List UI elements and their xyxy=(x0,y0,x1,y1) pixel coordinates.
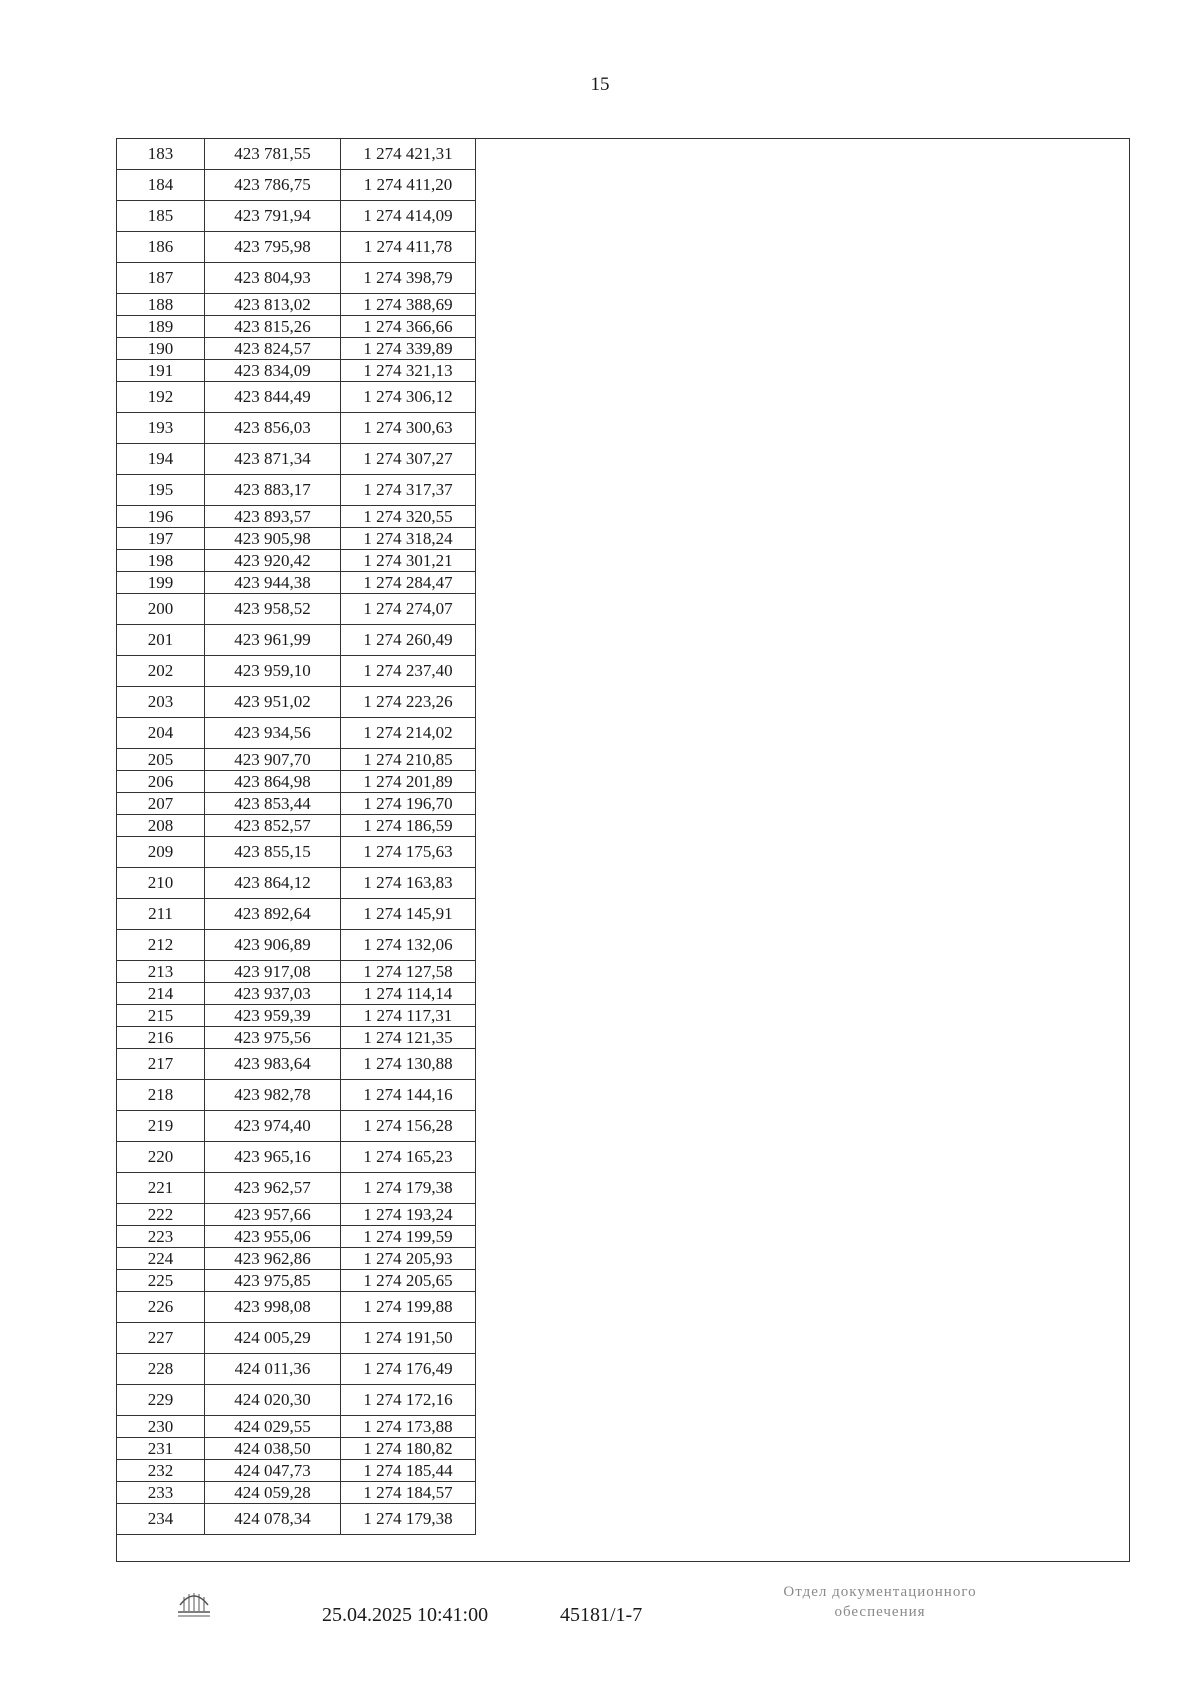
x-coordinate-cell: 423 917,08 xyxy=(205,961,341,983)
x-coordinate-cell: 423 853,44 xyxy=(205,793,341,815)
x-coordinate-cell: 423 982,78 xyxy=(205,1080,341,1111)
point-number-cell: 192 xyxy=(117,382,205,413)
point-number-cell: 206 xyxy=(117,771,205,793)
y-coordinate-cell: 1 274 191,50 xyxy=(341,1323,476,1354)
x-coordinate-cell: 423 824,57 xyxy=(205,338,341,360)
y-coordinate-cell: 1 274 179,38 xyxy=(341,1173,476,1204)
x-coordinate-cell: 424 047,73 xyxy=(205,1460,341,1482)
y-coordinate-cell: 1 274 210,85 xyxy=(341,749,476,771)
x-coordinate-cell: 423 934,56 xyxy=(205,718,341,749)
x-coordinate-cell: 423 974,40 xyxy=(205,1111,341,1142)
x-coordinate-cell: 423 795,98 xyxy=(205,232,341,263)
table-row xyxy=(117,550,476,572)
y-coordinate-cell: 1 274 165,23 xyxy=(341,1142,476,1173)
y-coordinate-cell: 1 274 366,66 xyxy=(341,316,476,338)
y-coordinate-cell: 1 274 411,78 xyxy=(341,232,476,263)
table-row xyxy=(117,1323,476,1354)
table-row xyxy=(117,1504,476,1535)
stamp-line-2: обеспечения xyxy=(834,1604,926,1620)
y-coordinate-cell: 1 274 186,59 xyxy=(341,815,476,837)
y-coordinate-cell: 1 274 145,91 xyxy=(341,899,476,930)
y-coordinate-cell: 1 274 180,82 xyxy=(341,1438,476,1460)
x-coordinate-cell: 424 078,34 xyxy=(205,1504,341,1535)
x-coordinate-cell: 423 871,34 xyxy=(205,444,341,475)
point-number-cell: 217 xyxy=(117,1049,205,1080)
x-coordinate-cell: 423 856,03 xyxy=(205,413,341,444)
y-coordinate-cell: 1 274 130,88 xyxy=(341,1049,476,1080)
point-number-cell: 214 xyxy=(117,983,205,1005)
y-coordinate-cell: 1 274 201,89 xyxy=(341,771,476,793)
table-row xyxy=(117,506,476,528)
point-number-cell: 211 xyxy=(117,899,205,930)
y-coordinate-cell: 1 274 300,63 xyxy=(341,413,476,444)
point-number-cell: 223 xyxy=(117,1226,205,1248)
y-coordinate-cell: 1 274 274,07 xyxy=(341,594,476,625)
table-row xyxy=(117,1226,476,1248)
x-coordinate-cell: 423 920,42 xyxy=(205,550,341,572)
table-row xyxy=(117,594,476,625)
point-number-cell: 193 xyxy=(117,413,205,444)
x-coordinate-cell: 423 905,98 xyxy=(205,528,341,550)
x-coordinate-cell: 423 813,02 xyxy=(205,294,341,316)
table-row xyxy=(117,899,476,930)
table-row xyxy=(117,360,476,382)
x-coordinate-cell: 423 951,02 xyxy=(205,687,341,718)
point-number-cell: 230 xyxy=(117,1416,205,1438)
table-row xyxy=(117,837,476,868)
table-row xyxy=(117,1142,476,1173)
x-coordinate-cell: 423 906,89 xyxy=(205,930,341,961)
y-coordinate-cell: 1 274 421,31 xyxy=(341,139,476,170)
y-coordinate-cell: 1 274 114,14 xyxy=(341,983,476,1005)
point-number-cell: 216 xyxy=(117,1027,205,1049)
x-coordinate-cell: 423 892,64 xyxy=(205,899,341,930)
y-coordinate-cell: 1 274 185,44 xyxy=(341,1460,476,1482)
table-row xyxy=(117,930,476,961)
point-number-cell: 204 xyxy=(117,718,205,749)
coordinates-table-body xyxy=(117,139,476,1535)
table-row xyxy=(117,656,476,687)
table-row xyxy=(117,201,476,232)
x-coordinate-cell: 423 958,52 xyxy=(205,594,341,625)
y-coordinate-cell: 1 274 176,49 xyxy=(341,1354,476,1385)
table-row xyxy=(117,793,476,815)
point-number-cell: 197 xyxy=(117,528,205,550)
table-row xyxy=(117,528,476,550)
footer-document-code: 45181/1-7 xyxy=(560,1604,643,1626)
y-coordinate-cell: 1 274 260,49 xyxy=(341,625,476,656)
x-coordinate-cell: 423 804,93 xyxy=(205,263,341,294)
table-row xyxy=(117,983,476,1005)
y-coordinate-cell: 1 274 414,09 xyxy=(341,201,476,232)
x-coordinate-cell: 423 883,17 xyxy=(205,475,341,506)
x-coordinate-cell: 423 781,55 xyxy=(205,139,341,170)
table-row xyxy=(117,1270,476,1292)
x-coordinate-cell: 424 029,55 xyxy=(205,1416,341,1438)
y-coordinate-cell: 1 274 127,58 xyxy=(341,961,476,983)
x-coordinate-cell: 423 961,99 xyxy=(205,625,341,656)
y-coordinate-cell: 1 274 205,65 xyxy=(341,1270,476,1292)
point-number-cell: 234 xyxy=(117,1504,205,1535)
y-coordinate-cell: 1 274 121,35 xyxy=(341,1027,476,1049)
x-coordinate-cell: 424 038,50 xyxy=(205,1438,341,1460)
point-number-cell: 233 xyxy=(117,1482,205,1504)
point-number-cell: 203 xyxy=(117,687,205,718)
point-number-cell: 208 xyxy=(117,815,205,837)
x-coordinate-cell: 423 983,64 xyxy=(205,1049,341,1080)
point-number-cell: 202 xyxy=(117,656,205,687)
x-coordinate-cell: 423 907,70 xyxy=(205,749,341,771)
table-row xyxy=(117,1027,476,1049)
point-number-cell: 205 xyxy=(117,749,205,771)
department-stamp xyxy=(730,1582,1030,1622)
table-row xyxy=(117,1292,476,1323)
table-row xyxy=(117,382,476,413)
table-row xyxy=(117,316,476,338)
table-row xyxy=(117,1173,476,1204)
point-number-cell: 183 xyxy=(117,139,205,170)
point-number-cell: 228 xyxy=(117,1354,205,1385)
x-coordinate-cell: 423 957,66 xyxy=(205,1204,341,1226)
point-number-cell: 200 xyxy=(117,594,205,625)
point-number-cell: 199 xyxy=(117,572,205,594)
point-number-cell: 196 xyxy=(117,506,205,528)
x-coordinate-cell: 423 975,85 xyxy=(205,1270,341,1292)
x-coordinate-cell: 423 998,08 xyxy=(205,1292,341,1323)
table-row xyxy=(117,771,476,793)
y-coordinate-cell: 1 274 199,59 xyxy=(341,1226,476,1248)
y-coordinate-cell: 1 274 132,06 xyxy=(341,930,476,961)
x-coordinate-cell: 423 855,15 xyxy=(205,837,341,868)
y-coordinate-cell: 1 274 173,88 xyxy=(341,1416,476,1438)
point-number-cell: 227 xyxy=(117,1323,205,1354)
table-row xyxy=(117,413,476,444)
y-coordinate-cell: 1 274 175,63 xyxy=(341,837,476,868)
point-number-cell: 215 xyxy=(117,1005,205,1027)
point-number-cell: 213 xyxy=(117,961,205,983)
footer-datetime: 25.04.2025 10:41:00 xyxy=(322,1604,489,1626)
x-coordinate-cell: 423 965,16 xyxy=(205,1142,341,1173)
table-row xyxy=(117,263,476,294)
y-coordinate-cell: 1 274 398,79 xyxy=(341,263,476,294)
point-number-cell: 185 xyxy=(117,201,205,232)
table-row xyxy=(117,1204,476,1226)
table-row xyxy=(117,961,476,983)
x-coordinate-cell: 423 791,94 xyxy=(205,201,341,232)
table-row xyxy=(117,868,476,899)
x-coordinate-cell: 423 893,57 xyxy=(205,506,341,528)
point-number-cell: 232 xyxy=(117,1460,205,1482)
x-coordinate-cell: 423 955,06 xyxy=(205,1226,341,1248)
table-row xyxy=(117,1049,476,1080)
point-number-cell: 222 xyxy=(117,1204,205,1226)
y-coordinate-cell: 1 274 179,38 xyxy=(341,1504,476,1535)
point-number-cell: 218 xyxy=(117,1080,205,1111)
coordinates-table xyxy=(116,138,476,1535)
table-row xyxy=(117,1248,476,1270)
y-coordinate-cell: 1 274 317,37 xyxy=(341,475,476,506)
table-row xyxy=(117,572,476,594)
table-row xyxy=(117,232,476,263)
x-coordinate-cell: 424 011,36 xyxy=(205,1354,341,1385)
table-row xyxy=(117,170,476,201)
x-coordinate-cell: 423 852,57 xyxy=(205,815,341,837)
point-number-cell: 198 xyxy=(117,550,205,572)
table-row xyxy=(117,1460,476,1482)
point-number-cell: 210 xyxy=(117,868,205,899)
y-coordinate-cell: 1 274 321,13 xyxy=(341,360,476,382)
y-coordinate-cell: 1 274 339,89 xyxy=(341,338,476,360)
y-coordinate-cell: 1 274 306,12 xyxy=(341,382,476,413)
point-number-cell: 226 xyxy=(117,1292,205,1323)
x-coordinate-cell: 423 959,39 xyxy=(205,1005,341,1027)
y-coordinate-cell: 1 274 163,83 xyxy=(341,868,476,899)
y-coordinate-cell: 1 274 205,93 xyxy=(341,1248,476,1270)
y-coordinate-cell: 1 274 156,28 xyxy=(341,1111,476,1142)
x-coordinate-cell: 423 944,38 xyxy=(205,572,341,594)
table-row xyxy=(117,1354,476,1385)
y-coordinate-cell: 1 274 193,24 xyxy=(341,1204,476,1226)
point-number-cell: 188 xyxy=(117,294,205,316)
point-number-cell: 229 xyxy=(117,1385,205,1416)
stamp-line-1: Отдел документационного xyxy=(783,1584,977,1600)
point-number-cell: 191 xyxy=(117,360,205,382)
point-number-cell: 219 xyxy=(117,1111,205,1142)
point-number-cell: 184 xyxy=(117,170,205,201)
point-number-cell: 231 xyxy=(117,1438,205,1460)
table-row xyxy=(117,625,476,656)
table-row xyxy=(117,1385,476,1416)
y-coordinate-cell: 1 274 144,16 xyxy=(341,1080,476,1111)
point-number-cell: 225 xyxy=(117,1270,205,1292)
y-coordinate-cell: 1 274 214,02 xyxy=(341,718,476,749)
point-number-cell: 201 xyxy=(117,625,205,656)
point-number-cell: 195 xyxy=(117,475,205,506)
y-coordinate-cell: 1 274 237,40 xyxy=(341,656,476,687)
table-row xyxy=(117,475,476,506)
x-coordinate-cell: 423 786,75 xyxy=(205,170,341,201)
x-coordinate-cell: 423 864,98 xyxy=(205,771,341,793)
y-coordinate-cell: 1 274 388,69 xyxy=(341,294,476,316)
x-coordinate-cell: 423 834,09 xyxy=(205,360,341,382)
point-number-cell: 189 xyxy=(117,316,205,338)
x-coordinate-cell: 424 059,28 xyxy=(205,1482,341,1504)
table-row xyxy=(117,1438,476,1460)
x-coordinate-cell: 423 844,49 xyxy=(205,382,341,413)
y-coordinate-cell: 1 274 223,26 xyxy=(341,687,476,718)
y-coordinate-cell: 1 274 196,70 xyxy=(341,793,476,815)
y-coordinate-cell: 1 274 172,16 xyxy=(341,1385,476,1416)
x-coordinate-cell: 423 937,03 xyxy=(205,983,341,1005)
point-number-cell: 221 xyxy=(117,1173,205,1204)
point-number-cell: 186 xyxy=(117,232,205,263)
x-coordinate-cell: 423 975,56 xyxy=(205,1027,341,1049)
x-coordinate-cell: 424 005,29 xyxy=(205,1323,341,1354)
point-number-cell: 194 xyxy=(117,444,205,475)
logo-icon xyxy=(172,1577,216,1621)
x-coordinate-cell: 423 864,12 xyxy=(205,868,341,899)
table-row xyxy=(117,1416,476,1438)
y-coordinate-cell: 1 274 301,21 xyxy=(341,550,476,572)
table-row xyxy=(117,1080,476,1111)
table-row xyxy=(117,338,476,360)
table-row xyxy=(117,1005,476,1027)
y-coordinate-cell: 1 274 284,47 xyxy=(341,572,476,594)
point-number-cell: 187 xyxy=(117,263,205,294)
point-number-cell: 207 xyxy=(117,793,205,815)
x-coordinate-cell: 423 815,26 xyxy=(205,316,341,338)
table-row xyxy=(117,444,476,475)
point-number-cell: 190 xyxy=(117,338,205,360)
page-number: 15 xyxy=(590,74,610,95)
table-row xyxy=(117,139,476,170)
y-coordinate-cell: 1 274 184,57 xyxy=(341,1482,476,1504)
table-row xyxy=(117,718,476,749)
table-row xyxy=(117,687,476,718)
point-number-cell: 209 xyxy=(117,837,205,868)
table-row xyxy=(117,294,476,316)
table-row xyxy=(117,1482,476,1504)
y-coordinate-cell: 1 274 318,24 xyxy=(341,528,476,550)
x-coordinate-cell: 423 962,57 xyxy=(205,1173,341,1204)
x-coordinate-cell: 424 020,30 xyxy=(205,1385,341,1416)
table-row xyxy=(117,815,476,837)
y-coordinate-cell: 1 274 199,88 xyxy=(341,1292,476,1323)
table-row xyxy=(117,749,476,771)
table-row xyxy=(117,1111,476,1142)
point-number-cell: 224 xyxy=(117,1248,205,1270)
point-number-cell: 220 xyxy=(117,1142,205,1173)
point-number-cell: 212 xyxy=(117,930,205,961)
y-coordinate-cell: 1 274 411,20 xyxy=(341,170,476,201)
y-coordinate-cell: 1 274 307,27 xyxy=(341,444,476,475)
y-coordinate-cell: 1 274 320,55 xyxy=(341,506,476,528)
x-coordinate-cell: 423 962,86 xyxy=(205,1248,341,1270)
x-coordinate-cell: 423 959,10 xyxy=(205,656,341,687)
y-coordinate-cell: 1 274 117,31 xyxy=(341,1005,476,1027)
